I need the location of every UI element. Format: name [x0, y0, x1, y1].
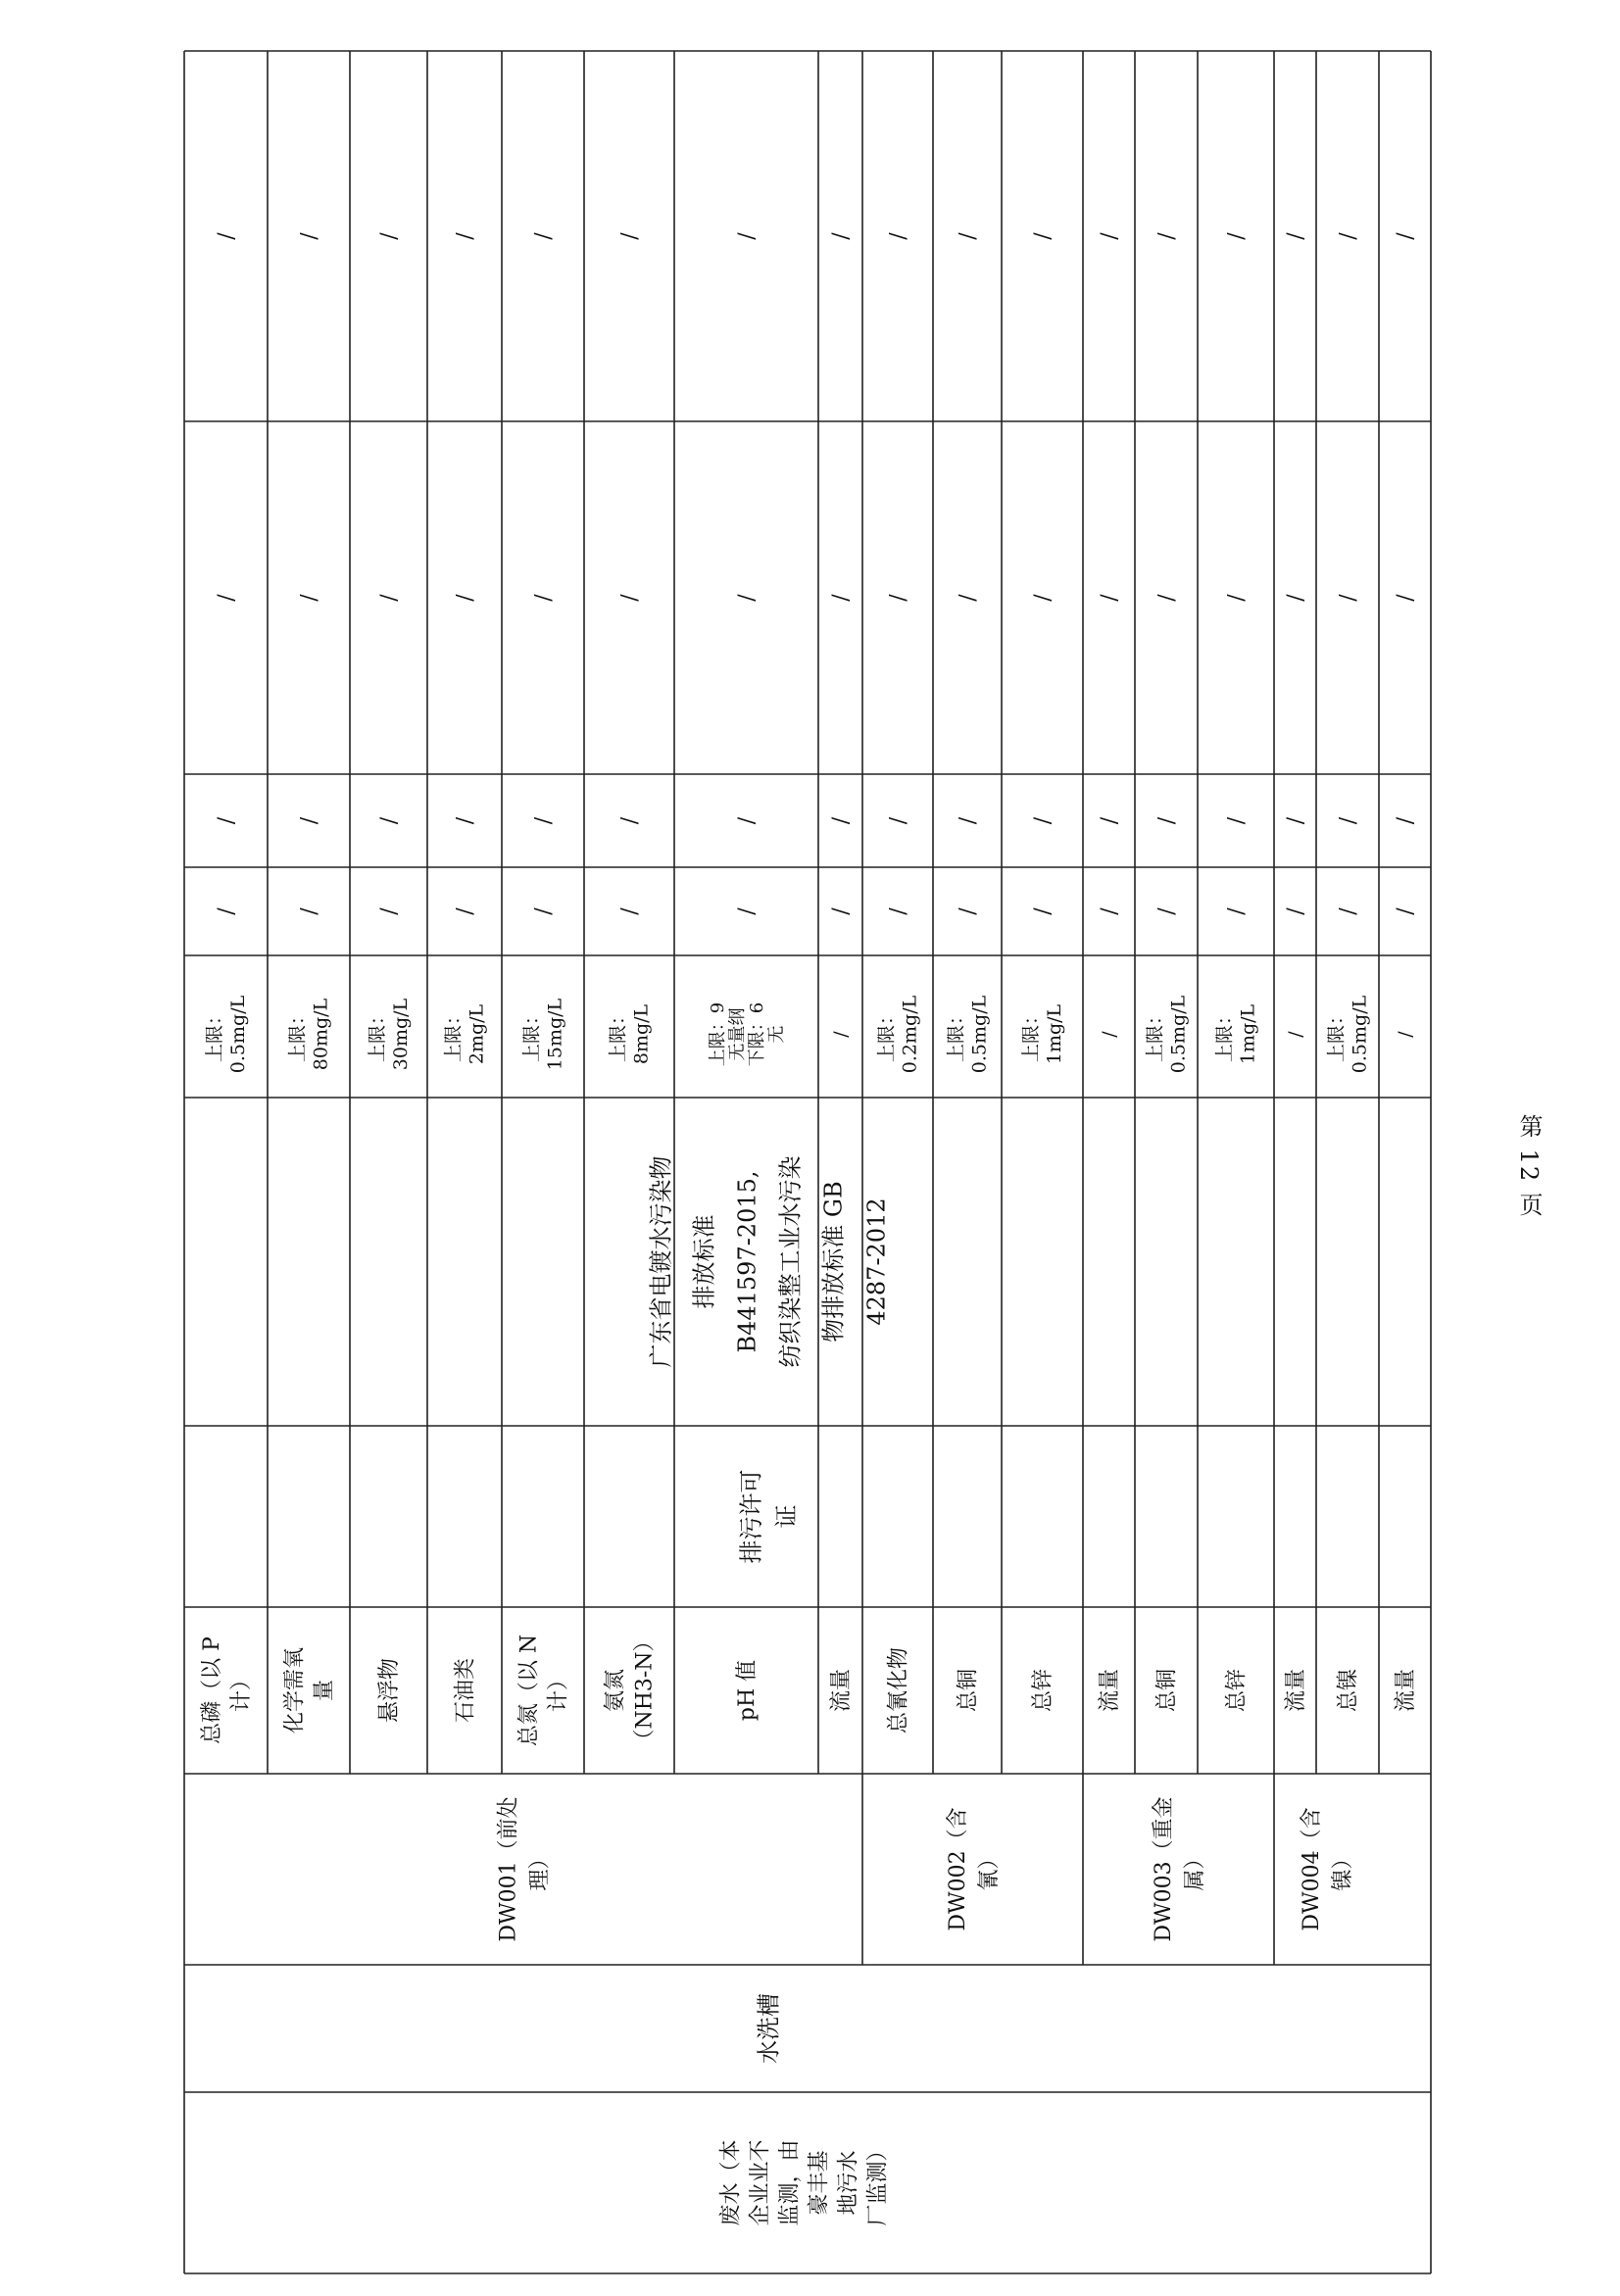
limit-cell [830, 1031, 852, 1038]
value-cell-c3-line: / [1098, 594, 1123, 602]
value-cell-c3-line: / [453, 594, 478, 602]
value-cell-c4-line: / [1336, 232, 1361, 240]
value-cell-c2 [1284, 816, 1308, 824]
limit-cell-line: 上限： [607, 1005, 629, 1063]
value-cell-c2 [887, 816, 911, 824]
value-cell-c1 [215, 907, 239, 915]
value-cell-c3 [1098, 594, 1122, 602]
value-cell-c1-line: / [617, 907, 643, 915]
pollutant-cell [1155, 1669, 1180, 1712]
value-cell-c2-line: / [886, 816, 911, 825]
value-cell-c2-line: / [956, 816, 981, 825]
emission-standard-cell-line: 排放标准 [690, 1214, 718, 1309]
value-cell-c1 [1337, 907, 1361, 915]
value-cell-c2-line: / [1284, 816, 1309, 825]
limit-cell [1099, 1031, 1120, 1038]
value-cell-c1 [957, 907, 981, 915]
value-cell-c1-line: / [886, 907, 911, 915]
value-cell-c4 [618, 232, 643, 240]
pollutant-cell-line: pH 值 [735, 1659, 761, 1722]
value-cell-c3 [618, 594, 643, 602]
limit-cell [1145, 995, 1190, 1073]
pollutant-cell [454, 1658, 478, 1723]
outlet-cell-line: DW002（含 [946, 1807, 971, 1931]
value-cell-c4 [1394, 232, 1418, 240]
pollutant-cell [283, 1647, 337, 1734]
limit-cell-line: / [1395, 1031, 1417, 1038]
pollutant-cell-line: 总锌 [1031, 1668, 1056, 1713]
pollutant-cell-line: 流量 [1284, 1668, 1309, 1713]
value-cell-c2-line: / [1224, 816, 1250, 825]
value-cell-c3 [829, 594, 854, 602]
value-cell-c1 [887, 907, 911, 915]
limit-cell-line: 2mg/L [466, 1003, 488, 1065]
value-cell-c2-line: / [1098, 816, 1123, 825]
value-cell-c1 [1098, 907, 1122, 915]
process-cell [755, 1993, 782, 2064]
value-cell-c3-line: / [1284, 594, 1309, 602]
value-cell-c2 [454, 816, 478, 824]
value-cell-c2-line: / [297, 816, 322, 825]
pollutant-cell [604, 1630, 658, 1750]
value-cell-c4-line: / [297, 232, 322, 240]
value-cell-c4-line: / [453, 232, 478, 240]
value-cell-c4 [1031, 232, 1055, 240]
value-cell-c4 [1284, 232, 1308, 240]
monitoring-basis-cell [737, 1470, 800, 1564]
limit-cell [608, 1003, 653, 1064]
emission-standard-cell-line: 广东省电镀水污染物 [647, 1155, 675, 1368]
outlet-cell [946, 1807, 1002, 1930]
value-cell-c4-line: / [1098, 232, 1123, 240]
value-cell-c3 [957, 594, 981, 602]
value-cell-c3-line: / [956, 594, 981, 602]
value-cell-c4-line: / [1224, 232, 1250, 240]
value-cell-c4-line: / [1031, 232, 1056, 240]
category-cell-line: 豪丰基 [807, 2150, 832, 2216]
limit-cell [287, 998, 332, 1070]
limit-cell-line: 0.5mg/L [227, 995, 250, 1074]
value-cell-c1-line: / [297, 907, 322, 915]
pollutant-cell-line: 石油类 [453, 1657, 478, 1724]
value-cell-c3 [1225, 594, 1250, 602]
pollutant-cell [1098, 1669, 1122, 1712]
value-cell-c1 [1284, 907, 1308, 915]
value-cell-c1-line: / [956, 907, 981, 915]
limit-cell [1285, 1031, 1306, 1038]
limit-cell [1395, 1031, 1416, 1038]
category-cell-line: 监测，由 [777, 2139, 803, 2226]
emission-standard-cell-line: 物排放标准 GB [819, 1181, 848, 1343]
value-cell-c1 [1031, 907, 1055, 915]
outlet-cell [1300, 1807, 1355, 1930]
page-number: 第 12 页 [1515, 1114, 1543, 1218]
process-cell-line: 水洗槽 [755, 1993, 783, 2064]
limit-cell-line: 30mg/L [390, 998, 413, 1071]
value-cell-c1-line: / [1098, 907, 1123, 915]
pollutant-cell [200, 1637, 254, 1744]
value-cell-c3-line: / [1394, 594, 1419, 602]
pollutant-cell [1394, 1669, 1418, 1712]
value-cell-c4 [829, 232, 854, 240]
value-cell-c2 [957, 816, 981, 824]
limit-cell-line: / [830, 1031, 853, 1038]
pollutant-cell-line: 流量 [829, 1668, 855, 1713]
value-cell-c4-line: / [829, 232, 855, 240]
value-cell-c3-line: / [617, 594, 643, 602]
limit-cell-line: 上限： [442, 1005, 465, 1063]
value-cell-c2 [1155, 816, 1180, 824]
value-cell-c4 [1225, 232, 1250, 240]
pollutant-cell [957, 1669, 981, 1712]
value-cell-c4 [454, 232, 478, 240]
value-cell-c3-line: / [1336, 594, 1361, 602]
limit-cell-line: 1mg/L [1237, 1003, 1259, 1065]
pollutant-cell [517, 1635, 571, 1746]
value-cell-c2 [829, 816, 854, 824]
value-cell-c3-line: / [1224, 594, 1250, 602]
emission-standard-cell [647, 1156, 890, 1368]
pollutant-cell-line: （NH3-N） [632, 1630, 658, 1751]
value-cell-c1 [735, 907, 760, 915]
limit-cell-line: 8mg/L [630, 1003, 653, 1065]
value-cell-c3-line: / [297, 594, 322, 602]
value-cell-c1-line: / [1224, 907, 1250, 915]
category-cell-line: 废水（本 [718, 2139, 744, 2226]
limit-cell-line: 上限： [875, 1005, 898, 1063]
value-cell-c1-line: / [1284, 907, 1309, 915]
limit-cell [708, 1002, 787, 1066]
outlet-cell [497, 1796, 553, 1941]
value-cell-c2-line: / [215, 816, 240, 825]
value-cell-c2-line: / [1031, 816, 1056, 825]
value-cell-c4 [887, 232, 911, 240]
value-cell-c1 [377, 907, 402, 915]
value-cell-c4-line: / [735, 232, 761, 240]
outlet-cell-line: 理） [527, 1847, 553, 1891]
value-cell-c3-line: / [215, 594, 240, 602]
limit-cell-line: 上限： [520, 1005, 543, 1063]
value-cell-c3 [1394, 594, 1418, 602]
limit-cell [1214, 1003, 1259, 1064]
limit-cell [521, 998, 566, 1070]
value-cell-c3 [1337, 594, 1361, 602]
value-cell-c4-line: / [617, 232, 643, 240]
value-cell-c2-line: / [1154, 816, 1180, 825]
category-cell-line: 企业业不 [748, 2139, 773, 2226]
limit-cell-line: 0.5mg/L [968, 995, 991, 1074]
monitoring-basis-cell-line: 排污许可 [737, 1469, 765, 1564]
value-cell-c2 [1394, 816, 1418, 824]
value-cell-c2 [377, 816, 402, 824]
value-cell-c1-line: / [735, 907, 761, 915]
value-cell-c3 [735, 594, 760, 602]
value-cell-c3-line: / [829, 594, 855, 602]
limit-cell-line: 上限： [1144, 1005, 1166, 1063]
pollutant-cell [829, 1669, 854, 1712]
emission-standard-cell-line: B441597-2015, [733, 1170, 761, 1353]
value-cell-c4-line: / [886, 232, 911, 240]
value-cell-c2 [532, 816, 557, 824]
limit-cell-line: 80mg/L [310, 998, 332, 1071]
pollutant-cell [1225, 1669, 1250, 1712]
value-cell-c2 [1337, 816, 1361, 824]
monitoring-basis-cell-line: 证 [772, 1504, 801, 1529]
value-cell-c3-line: / [1031, 594, 1056, 602]
category-cell-line: 地污水 [836, 2150, 861, 2216]
value-cell-c2-line: / [453, 816, 478, 825]
pollutant-cell [735, 1660, 760, 1721]
pollutant-cell-line: 总铜 [1154, 1668, 1180, 1713]
limit-cell-line: 上限： [1020, 1005, 1043, 1063]
value-cell-c3 [1284, 594, 1308, 602]
pollutant-cell-line: 总氮（以 N [516, 1634, 542, 1747]
value-cell-c2-line: / [1336, 816, 1361, 825]
value-cell-c4 [532, 232, 557, 240]
limit-cell-line: 上限： [1325, 1005, 1348, 1063]
value-cell-c3 [454, 594, 478, 602]
value-cell-c2-line: / [1394, 816, 1419, 825]
limit-cell-line: / [1285, 1031, 1307, 1038]
pollutant-cell-line: 总氰化物 [886, 1646, 911, 1734]
value-cell-c4 [215, 232, 239, 240]
pollutant-cell-line: 氨氮 [603, 1668, 628, 1713]
pollutant-cell-line: 总铜 [956, 1668, 981, 1713]
limit-cell [367, 998, 412, 1070]
limit-cell-line: 15mg/L [544, 998, 566, 1071]
value-cell-c1 [454, 907, 478, 915]
value-cell-c1 [1225, 907, 1250, 915]
category-cell [719, 2139, 891, 2225]
value-cell-c2-line: / [829, 816, 855, 825]
value-cell-c4 [1337, 232, 1361, 240]
value-cell-c2 [1225, 816, 1250, 824]
pollutant-cell-line: 总镍 [1336, 1668, 1361, 1713]
limit-cell-line: 上限： [204, 1005, 226, 1063]
limit-cell [443, 1003, 488, 1064]
value-cell-c4-line: / [1154, 232, 1180, 240]
value-cell-c3-line: / [377, 594, 403, 602]
outlet-cell-line: DW001（前处 [496, 1796, 521, 1942]
value-cell-c4-line: / [531, 232, 557, 240]
pollutant-cell-line: 总磷（以 P [200, 1637, 225, 1744]
limit-cell-line: 0.5mg/L [1167, 995, 1190, 1074]
outlet-cell [1152, 1796, 1207, 1941]
value-cell-c3 [532, 594, 557, 602]
limit-cell [1020, 1003, 1065, 1064]
value-cell-c3 [1155, 594, 1180, 602]
pollutant-cell [377, 1658, 402, 1723]
value-cell-c1-line: / [377, 907, 403, 915]
value-cell-c4-line: / [377, 232, 403, 240]
value-cell-c2 [215, 816, 239, 824]
limit-cell [1326, 995, 1371, 1073]
value-cell-c4 [1098, 232, 1122, 240]
outlet-cell-line: DW004（含 [1300, 1807, 1325, 1931]
pollutant-cell-line: 流量 [1098, 1668, 1123, 1713]
limit-cell-line: / [1099, 1031, 1121, 1038]
value-cell-c1-line: / [1154, 907, 1180, 915]
pollutant-cell-line: 流量 [1394, 1668, 1419, 1713]
value-cell-c4 [377, 232, 402, 240]
outlet-cell-line: 镍） [1331, 1847, 1356, 1891]
value-cell-c3 [215, 594, 239, 602]
value-cell-c1 [298, 907, 322, 915]
value-cell-c2-line: / [531, 816, 557, 825]
value-cell-c3-line: / [1154, 594, 1180, 602]
pollutant-cell [887, 1647, 911, 1734]
outlet-cell-line: DW003（重金 [1152, 1796, 1177, 1942]
emission-standard-cell-line: 4287-2012 [862, 1197, 891, 1326]
value-cell-c4 [1155, 232, 1180, 240]
limit-cell-line: 0.2mg/L [899, 995, 921, 1074]
pollutant-cell-line: 计） [546, 1668, 571, 1713]
value-cell-c3 [377, 594, 402, 602]
value-cell-c1-line: / [531, 907, 557, 915]
value-cell-c3 [298, 594, 322, 602]
value-cell-c2 [618, 816, 643, 824]
value-cell-c4-line: / [215, 232, 240, 240]
emission-standard-cell-line: 纺织染整工业水污染 [776, 1155, 805, 1368]
value-cell-c1-line: / [453, 907, 478, 915]
value-cell-c3-line: / [886, 594, 911, 602]
limit-cell-line: 上限： [367, 1005, 389, 1063]
value-cell-c4 [298, 232, 322, 240]
value-cell-c2 [735, 816, 760, 824]
limit-cell-line: 上限： [1213, 1005, 1236, 1063]
limit-cell [876, 995, 921, 1073]
value-cell-c3 [1031, 594, 1055, 602]
limit-cell-line: 上限： [945, 1005, 967, 1063]
value-cell-c4-line: / [956, 232, 981, 240]
pollutant-cell-line: 化学需氧 [282, 1646, 308, 1734]
value-cell-c1 [618, 907, 643, 915]
value-cell-c1-line: / [1031, 907, 1056, 915]
limit-cell [946, 995, 991, 1073]
pollutant-cell-line: 量 [312, 1679, 337, 1702]
value-cell-c4-line: / [1394, 232, 1419, 240]
value-cell-c2 [1031, 816, 1055, 824]
value-cell-c2 [1098, 816, 1122, 824]
value-cell-c4-line: / [1284, 232, 1309, 240]
value-cell-c1-line: / [1336, 907, 1361, 915]
value-cell-c2 [298, 816, 322, 824]
limit-cell-line: 0.5mg/L [1349, 995, 1371, 1074]
limit-cell-line: 无量纲 [726, 1007, 748, 1061]
category-cell-line: 厂监测） [865, 2139, 891, 2226]
value-cell-c4 [957, 232, 981, 240]
value-cell-c1-line: / [829, 907, 855, 915]
value-cell-c3-line: / [531, 594, 557, 602]
value-cell-c2-line: / [617, 816, 643, 825]
value-cell-c1 [532, 907, 557, 915]
pollutant-cell [1031, 1669, 1055, 1712]
value-cell-c4 [735, 232, 760, 240]
pollutant-cell [1337, 1669, 1361, 1712]
limit-cell-line: 1mg/L [1044, 1003, 1066, 1065]
outlet-cell-line: 氰） [977, 1847, 1003, 1891]
limit-cell-line: 下限：6 [746, 1001, 767, 1067]
pollutant-cell-line: 悬浮物 [377, 1657, 403, 1724]
value-cell-c1 [1155, 907, 1180, 915]
value-cell-c3-line: / [735, 594, 761, 602]
outlet-cell-line: 属） [1183, 1847, 1208, 1891]
table-grid [184, 51, 1431, 2273]
limit-cell-line: 上限：9 [707, 1001, 728, 1067]
value-cell-c1-line: / [215, 907, 240, 915]
pollutant-cell-line: 计） [229, 1668, 255, 1713]
value-cell-c3 [887, 594, 911, 602]
value-cell-c2-line: / [377, 816, 403, 825]
limit-cell [204, 995, 249, 1073]
pollutant-cell-line: 总锌 [1224, 1668, 1250, 1713]
value-cell-c1 [829, 907, 854, 915]
value-cell-c2-line: / [735, 816, 761, 825]
table-text [200, 232, 1418, 2226]
limit-cell-line: 无 [765, 1025, 787, 1044]
limit-cell-line: 上限： [286, 1005, 309, 1063]
value-cell-c1-line: / [1394, 907, 1419, 915]
pollutant-cell [1284, 1669, 1308, 1712]
value-cell-c1 [1394, 907, 1418, 915]
